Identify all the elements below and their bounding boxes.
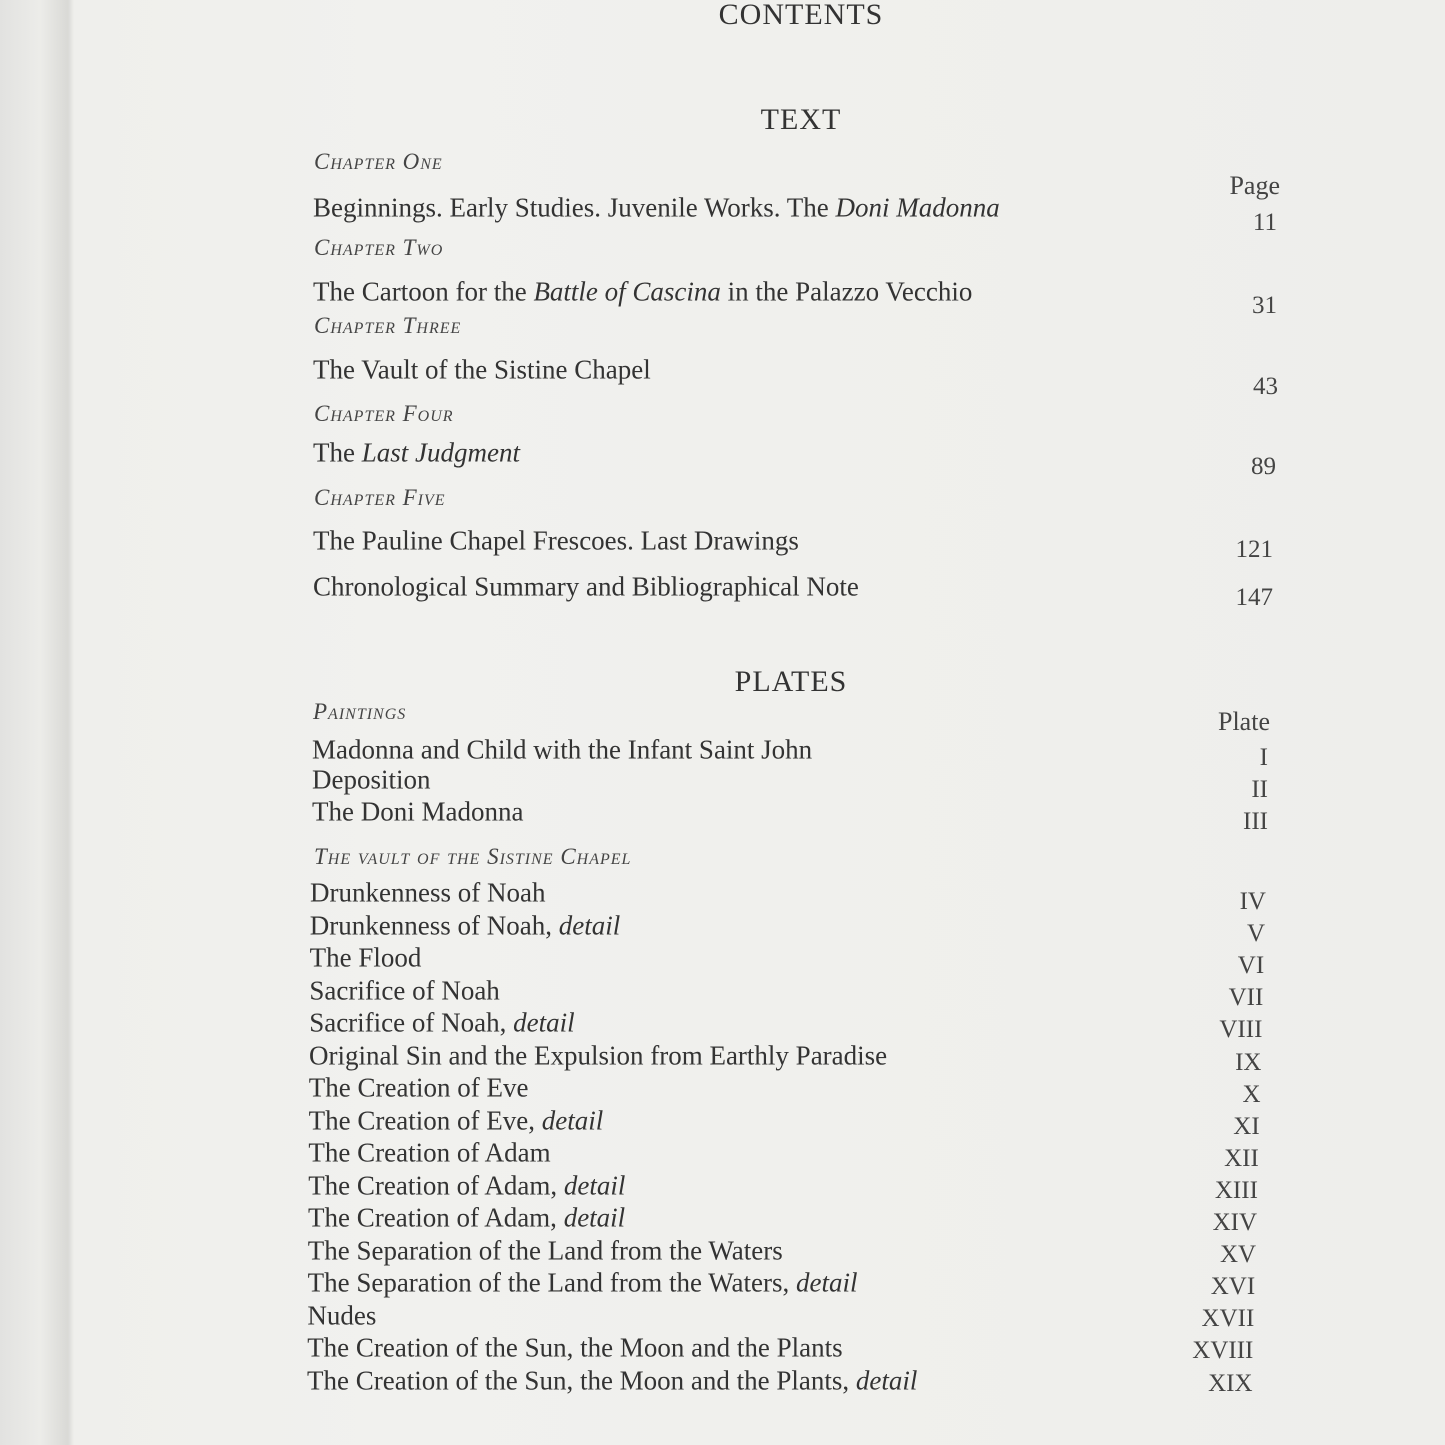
toc-entry-title: [307, 1333, 842, 1364]
entry-text: The Creation of Adam: [308, 1137, 551, 1168]
plate-number: VII: [1228, 984, 1264, 1012]
plate-number: XIII: [1214, 1176, 1258, 1204]
entry-text: The Separation of the Land from the Waters: [307, 1235, 783, 1265]
chapter-label: Chapter One: [314, 149, 443, 174]
page-number: 89: [1251, 453, 1276, 480]
toc-entry-title: [312, 797, 523, 828]
entry-text: Beginnings. Early Studies. Juvenile Works. The: [313, 192, 836, 223]
entry-italic-text: detail: [558, 910, 621, 940]
toc-entry-title: [308, 1170, 625, 1201]
entry-text: The Flood: [309, 942, 422, 973]
plate-number: XVIII: [1192, 1337, 1254, 1365]
entry-text: Drunkenness of Noah: [310, 877, 546, 908]
entry-text-continued: in the Palazzo Vecchio: [720, 276, 973, 307]
plate-number: IX: [1235, 1048, 1262, 1076]
entry-text: Original Sin and the Expulsion from Earthly Paradise: [309, 1040, 888, 1070]
entry-text: Madonna and Child with the Infant Saint John: [312, 734, 813, 765]
plate-number: XV: [1219, 1241, 1257, 1269]
toc-entry-title: [309, 1073, 529, 1104]
toc-entry-title: [308, 1268, 858, 1299]
page-number: 121: [1235, 536, 1273, 563]
toc-entry-title: [313, 438, 520, 469]
plate-group-label: The vault of the Sistine Chapel: [314, 844, 632, 869]
toc-entry-title: [313, 526, 799, 557]
entry-italic-text: detail: [563, 1202, 626, 1233]
entry-text: The Creation of the Sun, the Moon and the Plants,: [307, 1365, 856, 1395]
plate-number: XIX: [1208, 1369, 1253, 1397]
entry-text: The Creation of Eve: [308, 1072, 529, 1103]
page-number: 147: [1235, 584, 1273, 611]
toc-entry-title: [309, 1040, 887, 1071]
entry-text: The Cartoon for the: [313, 276, 534, 307]
entry-text: Chronological Summary and Bibliographical Note: [313, 571, 859, 602]
entry-italic-text: detail: [855, 1365, 918, 1395]
toc-entry-title: [313, 193, 1000, 224]
entry-italic-text: detail: [541, 1105, 604, 1135]
page-number: 11: [1252, 209, 1277, 236]
entry-italic-text: detail: [796, 1267, 858, 1298]
entry-text: The Doni Madonna: [312, 796, 524, 827]
toc-entry-title: [308, 1138, 550, 1169]
toc-entry-title: [307, 1365, 917, 1396]
toc-entry-title: [307, 1300, 376, 1331]
entry-text: The Creation of Eve,: [308, 1105, 542, 1135]
entry-text: The Vault of the Sistine Chapel: [313, 354, 651, 385]
entry-text: Sacrifice of Noah,: [309, 1007, 514, 1038]
entry-text: The Pauline Chapel Frescoes. Last Drawings: [313, 525, 799, 556]
plate-group-label: Paintings: [313, 699, 407, 724]
toc-entry-title: [309, 1105, 604, 1136]
toc-entry-title: [310, 943, 422, 974]
plate-number: III: [1243, 808, 1268, 835]
entry-text: The: [313, 437, 362, 468]
plate-number: XII: [1224, 1144, 1259, 1172]
entry-text: The Creation of Adam,: [308, 1202, 564, 1233]
toc-entry-title: [308, 1203, 625, 1234]
plate-number: II: [1251, 776, 1268, 803]
toc-entry-title: [309, 1008, 574, 1039]
toc-entry-title: [310, 878, 545, 909]
plates-section-heading: PLATES: [734, 665, 848, 698]
plate-number: X: [1242, 1080, 1261, 1108]
entry-text: Nudes: [307, 1300, 377, 1330]
entry-italic-text: detail: [563, 1170, 626, 1200]
page-number: 31: [1252, 292, 1277, 319]
text-section-heading: TEXT: [760, 103, 842, 136]
chapter-label: Chapter Two: [314, 235, 444, 260]
plate-number: VI: [1237, 952, 1265, 980]
toc-entry-title: [313, 277, 972, 308]
toc-entry-title: [310, 910, 620, 941]
entry-text: Drunkenness of Noah,: [309, 910, 559, 940]
plate-number: V: [1247, 920, 1266, 948]
toc-entry-title: [313, 572, 859, 603]
toc-entry-title: [308, 1235, 783, 1266]
plate-number: I: [1259, 744, 1268, 771]
entry-text: The Creation of the Sun, the Moon and the Plants: [307, 1332, 843, 1363]
entry-italic-text: Last Judgment: [361, 437, 520, 468]
chapter-label: Chapter Four: [314, 401, 454, 426]
plate-column-label: Plate: [1218, 707, 1270, 736]
entry-italic-text: Battle of Cascina: [533, 276, 721, 307]
page-title: CONTENTS: [718, 0, 884, 31]
entry-text: Deposition: [312, 764, 431, 795]
entry-text: The Creation of Adam,: [308, 1170, 564, 1200]
plate-number: XI: [1233, 1112, 1260, 1140]
entry-italic-text: Doni Madonna: [835, 192, 1000, 223]
plate-number: IV: [1239, 888, 1266, 915]
toc-entry-title: [309, 975, 499, 1006]
entry-text: The Separation of the Land from the Waters,: [307, 1267, 797, 1298]
entry-text: Sacrifice of Noah: [309, 975, 500, 1005]
chapter-label: Chapter Five: [314, 485, 446, 510]
plate-number: VIII: [1219, 1016, 1263, 1044]
page-number: 43: [1253, 373, 1278, 400]
toc-entry-title: [312, 735, 812, 766]
plate-number: XVII: [1201, 1305, 1255, 1333]
toc-entry-title: [312, 765, 431, 796]
entry-italic-text: detail: [513, 1007, 575, 1038]
chapter-label: Chapter Three: [314, 313, 462, 338]
page-column-label: Page: [1229, 171, 1280, 200]
plate-number: XVI: [1210, 1273, 1256, 1301]
toc-entry-title: [313, 355, 651, 386]
plate-number: XIV: [1212, 1209, 1257, 1236]
